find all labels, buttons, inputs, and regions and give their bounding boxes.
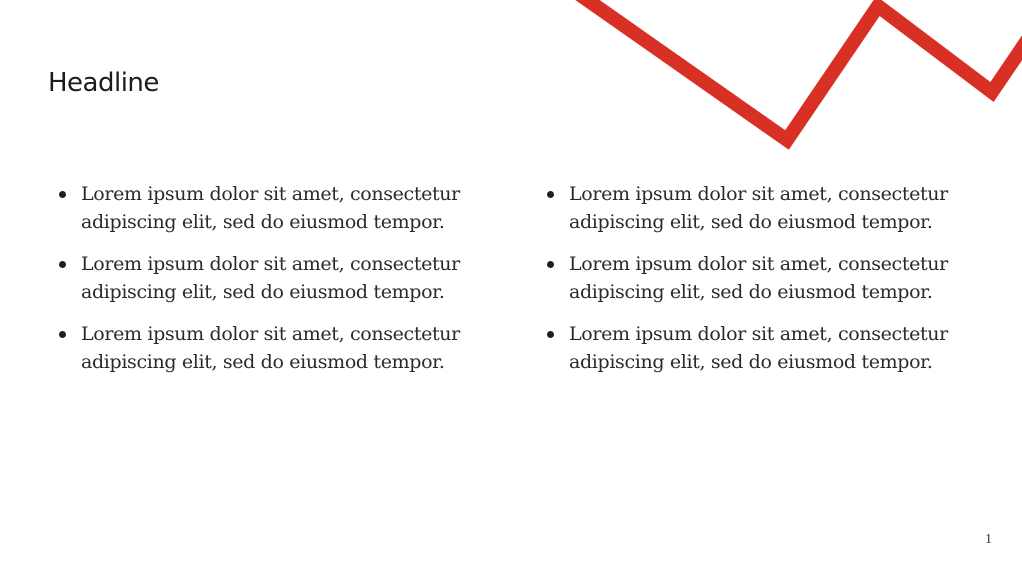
bullet-dot-icon bbox=[547, 261, 554, 268]
bullet-list-right bbox=[546, 180, 976, 390]
bullet-text: Lorem ipsum dolor sit amet, consectetur adipiscing elit, sed do eiusmod tempor. bbox=[81, 183, 460, 233]
bullet-text: Lorem ipsum dolor sit amet, consectetur adipiscing elit, sed do eiusmod tempor. bbox=[81, 323, 460, 373]
bullet-list-left bbox=[58, 180, 488, 390]
zigzag-line bbox=[576, 0, 1022, 140]
bullet-dot-icon bbox=[59, 331, 66, 338]
bullet-dot-icon bbox=[59, 261, 66, 268]
bullet-item bbox=[546, 320, 976, 376]
bullet-dot-icon bbox=[59, 191, 66, 198]
bullet-text: Lorem ipsum dolor sit amet, consectetur adipiscing elit, sed do eiusmod tempor. bbox=[569, 183, 948, 233]
headline: Headline bbox=[48, 68, 159, 98]
bullet-item bbox=[546, 180, 976, 236]
bullet-text: Lorem ipsum dolor sit amet, consectetur adipiscing elit, sed do eiusmod tempor. bbox=[569, 323, 948, 373]
bullet-item bbox=[58, 250, 488, 306]
bullet-item bbox=[58, 320, 488, 376]
bullet-text: Lorem ipsum dolor sit amet, consectetur adipiscing elit, sed do eiusmod tempor. bbox=[81, 253, 460, 303]
bullet-text: Lorem ipsum dolor sit amet, consectetur adipiscing elit, sed do eiusmod tempor. bbox=[569, 253, 948, 303]
page-number: 1 bbox=[985, 532, 992, 547]
bullet-dot-icon bbox=[547, 331, 554, 338]
bullet-item bbox=[58, 180, 488, 236]
bullet-dot-icon bbox=[547, 191, 554, 198]
bullet-item bbox=[546, 250, 976, 306]
